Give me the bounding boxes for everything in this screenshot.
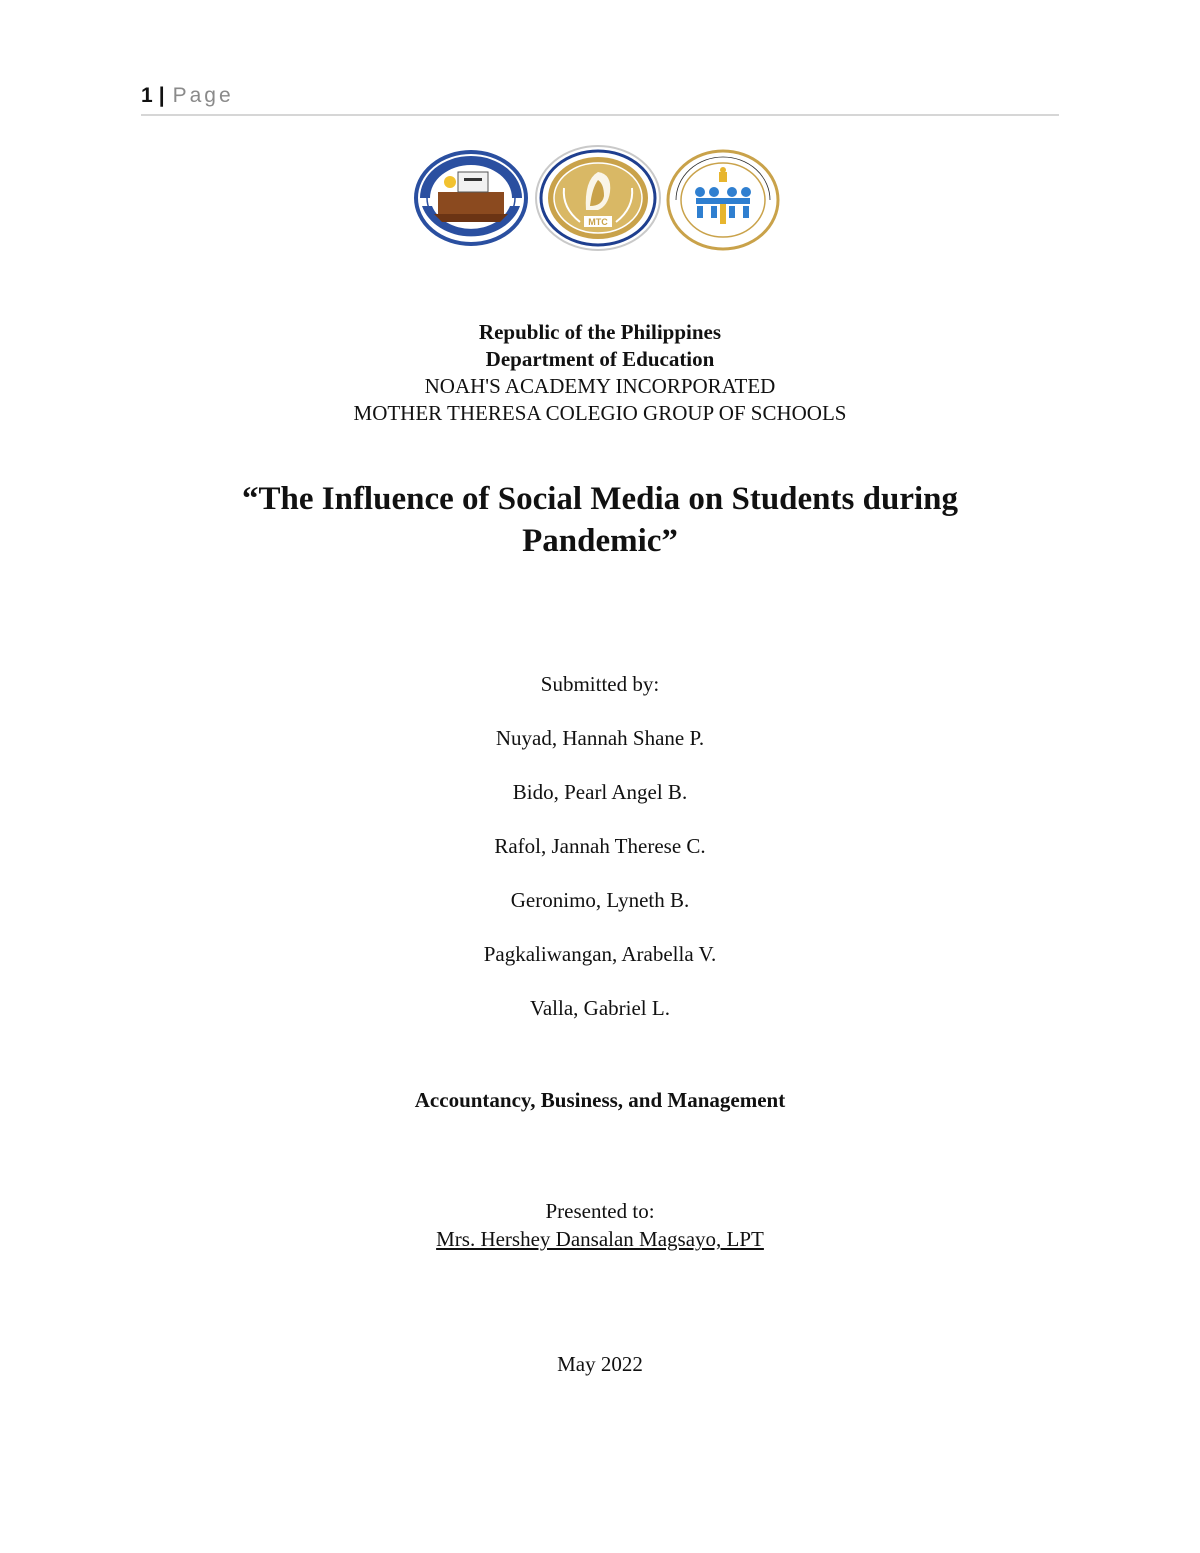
strand-label: Accountancy, Business, and Management — [414, 1088, 786, 1112]
presented-to-block — [0, 1197, 1200, 1253]
page-number: 1 — [141, 84, 153, 107]
page-header — [141, 84, 1059, 116]
author-name: Bido, Pearl Angel B. — [512, 780, 688, 804]
institution-line-1: Republic of the Philippines — [478, 320, 722, 344]
institution-line-3: NOAH'S ACADEMY INCORPORATED — [424, 374, 776, 398]
author-name: Geronimo, Lyneth B. — [510, 888, 690, 912]
author-name: Valla, Gabriel L. — [530, 996, 670, 1020]
author-name: Pagkaliwangan, Arabella V. — [483, 942, 717, 966]
institution-block — [0, 319, 1200, 427]
mtc-seal-lettering: MTC — [588, 217, 608, 227]
submitted-by-label: Submitted by: — [540, 672, 660, 696]
page-separator: | — [158, 84, 165, 107]
document-title — [0, 478, 1200, 562]
school-logos — [0, 148, 1200, 258]
teacher-name: Mrs. Hershey Dansalan Magsayo, LPT — [436, 1227, 764, 1251]
presented-to-label: Presented to: — [545, 1199, 655, 1223]
title-line-2: Pandemic” — [522, 523, 678, 559]
submitted-by-block — [0, 657, 1200, 1035]
author-name: Rafol, Jannah Therese C. — [494, 834, 706, 858]
submission-date: May 2022 — [557, 1352, 643, 1376]
title-line-1: “The Influence of Social Media on Students during — [241, 481, 958, 517]
noahs-academy-seal — [414, 148, 528, 248]
author-name: Nuyad, Hannah Shane P. — [495, 726, 705, 750]
mtc-seal — [534, 144, 662, 252]
institution-line-2: Department of Education — [485, 347, 715, 371]
patnubay-academy-seal — [666, 148, 780, 252]
page-word: Page — [172, 84, 234, 107]
institution-line-4: MOTHER THERESA COLEGIO GROUP OF SCHOOLS — [353, 401, 847, 425]
